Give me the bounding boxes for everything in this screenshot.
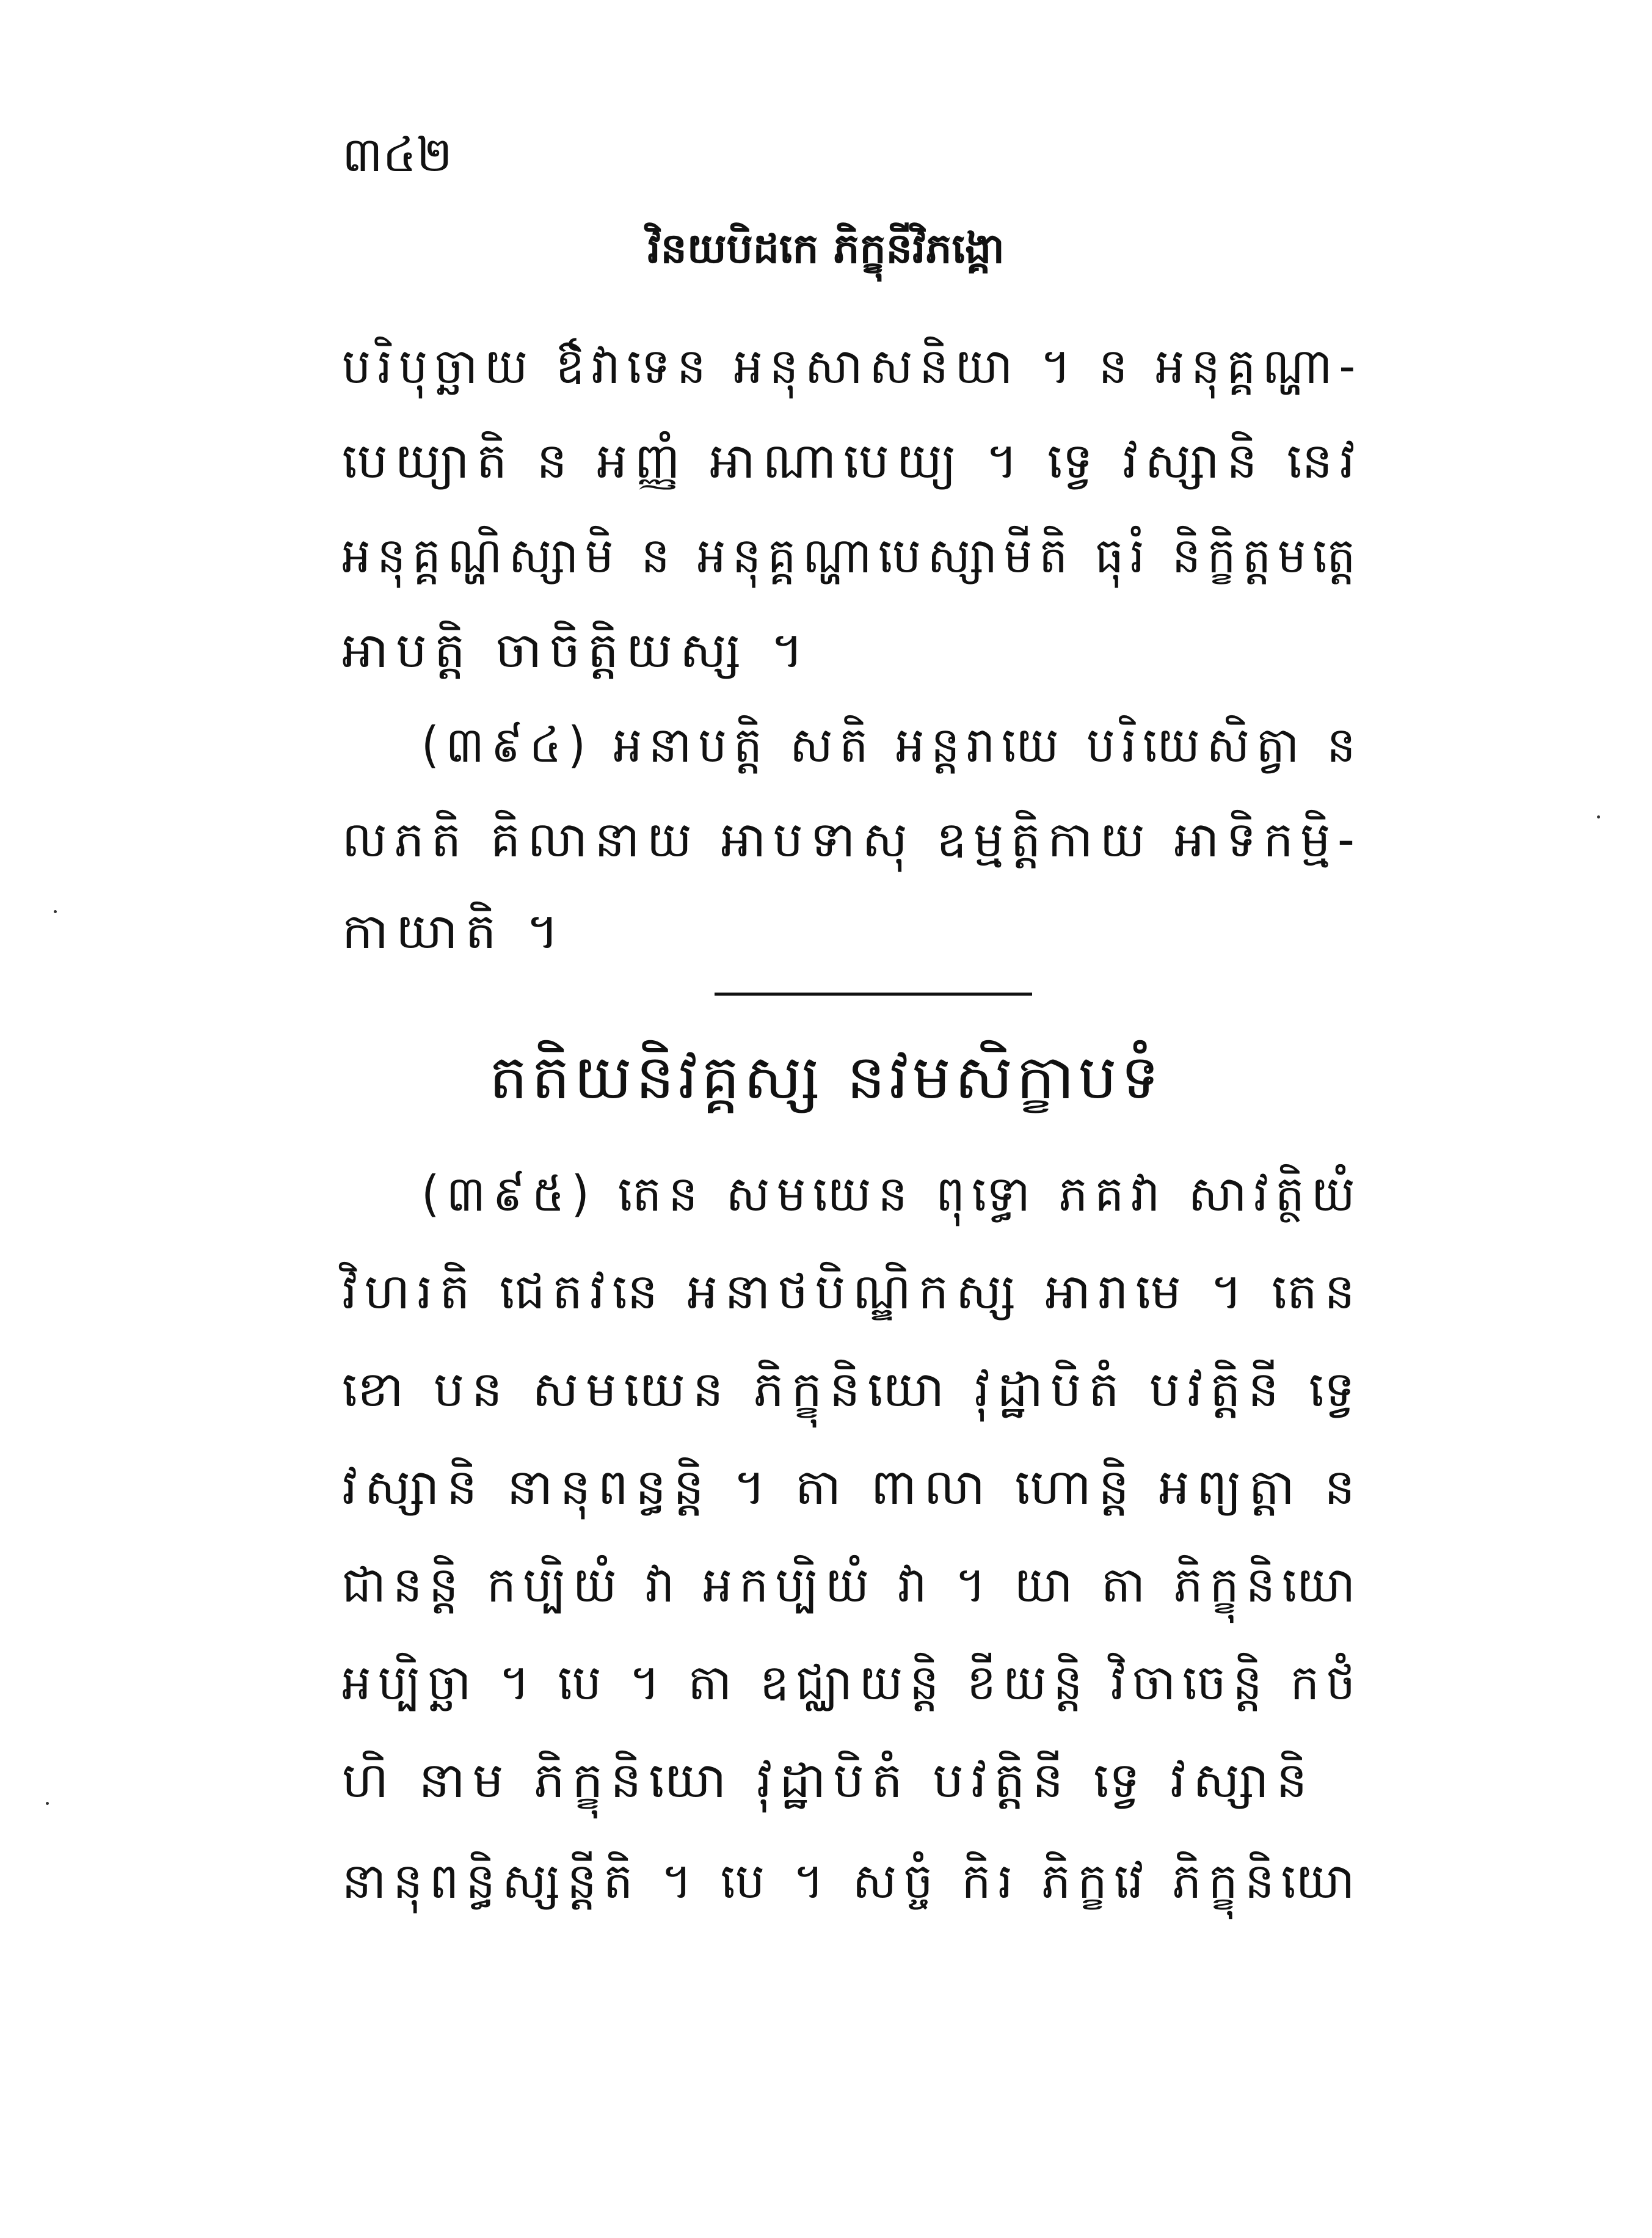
- text-line: (៣៩៥) តេន សមយេន ពុទ្ធោ ភគវា សាវត្ថិយំ: [421, 1165, 1363, 1222]
- running-head: វិនយបិដកេ ភិក្ខុនីវិភង្គោ: [647, 225, 1005, 273]
- section-title: តតិយនិវគ្គស្ស នវមសិក្ខាបទំ: [489, 1041, 1163, 1113]
- text-line: អាបត្តិ ចាចិត្តិយស្ស ។: [342, 622, 811, 679]
- section-divider: [715, 993, 1032, 996]
- text-line: បរិបុច្ឆាយ ឳវាទេន អនុសាសនិយា ។ ន អនុគ្គណ្ហា-: [342, 338, 1363, 395]
- scan-speck: [54, 910, 57, 913]
- text-line: លភតិ គិលានាយ អាបទាសុ ឧម្មត្តិកាយ អាទិកម្មិ-: [342, 811, 1362, 868]
- text-line: (៣៩៤) អនាបត្តិ សតិ អន្តរាយេ បរិយេសិត្វា ន: [421, 716, 1363, 773]
- text-line: អប្បិច្ឆា ។ បេ ។ តា ឧជ្ឈាយន្តិ ខីយន្តិ វិចាចេន្តិ កថំ: [342, 1654, 1363, 1711]
- text-line: កាយាតិ ។: [342, 903, 566, 960]
- text-line: នានុពន្ធិស្សន្តីតិ ។ បេ ។ សច្ចំ កិរ ភិក្ខវេ ភិក្ខុនិយោ: [342, 1853, 1362, 1909]
- text-line: ហិ នាម ភិក្ខុនិយោ វុដ្ឋាបិតំ បវត្តិនី ទ្វេ វស្សានិ: [342, 1752, 1315, 1809]
- text-line: វស្សានិ នានុពន្ធន្តិ ។ តា ពាលា ហោន្តិ អព្យត្តា ន: [342, 1459, 1363, 1515]
- scan-speck: [1597, 815, 1600, 818]
- text-line: បេយ្យាតិ ន អញ្ញំ អាណាបេយ្យ ។ ទ្វេ វស្សានិ នេវ: [342, 432, 1363, 489]
- page-number: ៣៤២: [342, 128, 453, 183]
- text-line: វិហរតិ ជេតវនេ អនាថបិណ្ឌិកស្ស អារាមេ ។ តេន: [342, 1263, 1363, 1320]
- text-line: អនុគ្គណ្ហិស្សាមិ ន អនុគ្គណ្ហាបេស្សាមីតិ ធុរំ និក្ខិត្តមត្តេ: [342, 527, 1363, 584]
- scan-speck: [46, 1802, 49, 1805]
- text-line: ជានន្តិ កប្បិយំ វា អកប្បិយំ វា ។ យា តា ភិក្ខុនិយោ: [342, 1556, 1363, 1613]
- text-line: ខោ បន សមយេន ភិក្ខុនិយោ វុដ្ឋាបិតំ បវត្តិនី ទ្វេ: [342, 1361, 1363, 1418]
